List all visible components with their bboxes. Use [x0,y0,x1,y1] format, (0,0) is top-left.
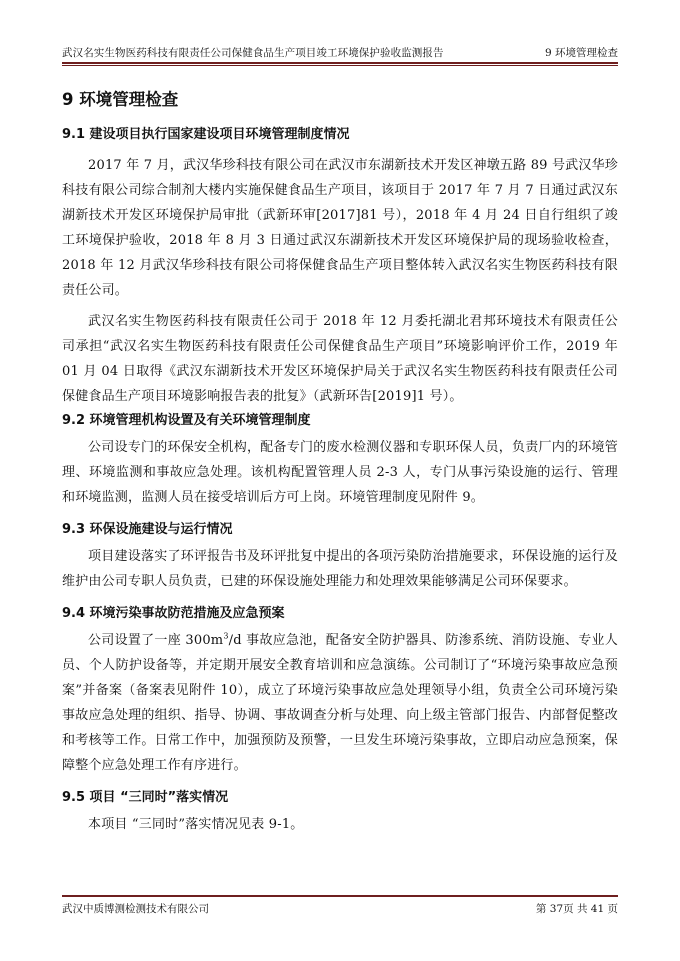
section-9-4-superscript: 3 [223,631,229,641]
section-9-3-title: 9.3 环保设施建设与运行情况 [62,522,233,537]
section-9-1-paragraph-2: 武汉名实生物医药科技有限责任公司于 2018 年 12 月委托湖北君邦环境技术有限责任公司承担“武汉名实生物医药科技有限责任公司保健食品生产项目”环境影响评价工作，2019 年 01 月 04 日取得《武汉东湖新技术开发区环境保护局关于武汉名实生物医药科技有限责任公司保健食品生产项目环境影响报告表的批复》（武新环告[2019]1 号）。 [62,314,618,404]
footer-page-number: 第 37页 共 41 页 [535,903,618,915]
section-9-4-text-b: /d 事故应急池，配备安全防护器具、防渗系统、消防设施、专业人员、个人防护设备等，并定期开展安全教育培训和应急演练。公司制订了“环境污染事故应急预案”并备案（备案表见附件 10），成立了环境污染事故应急处理领导小组，负责全公司环境污染事故应急处理的组织、指导、协调、事故调查分析与处理、向上级主管部门报告、内部督促整改和考核等工作。日常工作中，加强预防及预警，一旦发生环境污染事故，立即启动应急预案，保障整个应急处理工作有序进行。 [62,633,618,773]
footer-divider [62,895,618,897]
section-9-2-paragraph: 公司设专门的环保安全机构，配备专门的废水检测仪器和专职环保人员，负责厂内的环境管理、环境监测和事故应急处理。该机构配置管理人员 2-3 人，专门从事污染设施的运行、管理和环境监测，监测人员在接受培训后方可上岗。环境管理制度见附件 9。 [62,440,618,505]
section-9-5-paragraph: 本项目 “三同时”落实情况见表 9-1。 [88,817,304,832]
header-section: 9 环境管理检查 [544,47,618,59]
header-divider-thin [62,65,618,66]
section-9-1-paragraph-1: 2017 年 7 月，武汉华珍科技有限公司在武汉市东湖新技术开发区神墩五路 89 号武汉华珍科技有限公司综合制剂大楼内实施保健食品生产项目，该项目于 2017 年 7 月 7 日通过武汉东湖新技术开发区环境保护局审批（武新环审[2017]81 号），2018 年 4 月 24 日自行组织了竣工环境保护验收，2018 年 8 月 3 日通过武汉东湖新技术开发区环境保护局的现场验收检查，2018 年 12 月武汉华珍科技有限公司将保健食品生产项目整体转入武汉名实生物医药科技有限责任公司。 [62,158,618,298]
header-divider [62,62,618,64]
section-9-3-paragraph: 项目建设落实了环评报告书及环评批复中提出的各项污染防治措施要求，环保设施的运行及维护由公司专职人员负责，已建的环保设施处理能力和处理效果能够满足公司环保要求。 [62,549,618,589]
header-title: 武汉名实生物医药科技有限责任公司保健食品生产项目竣工环境保护验收监测报告 [62,47,444,59]
section-9-4-text-a: 公司设置了一座 300m [88,633,224,648]
section-9-4-title: 9.4 环境污染事故防范措施及应急预案 [62,606,285,621]
section-9-5-title: 9.5 项目 “三同时”落实情况 [62,790,229,805]
footer-company: 武汉中质博测检测技术有限公司 [62,903,209,915]
page-header [62,40,618,62]
page-body [62,76,618,837]
section-9-2-title: 9.2 环境管理机构设置及有关环境管理制度 [62,413,311,428]
section-9-4-paragraph [62,628,618,778]
chapter-heading: 9 环境管理检查 [62,90,179,109]
section-9-1-title: 9.1 建设项目执行国家建设项目环境管理制度情况 [62,127,350,142]
page-footer [62,899,618,917]
